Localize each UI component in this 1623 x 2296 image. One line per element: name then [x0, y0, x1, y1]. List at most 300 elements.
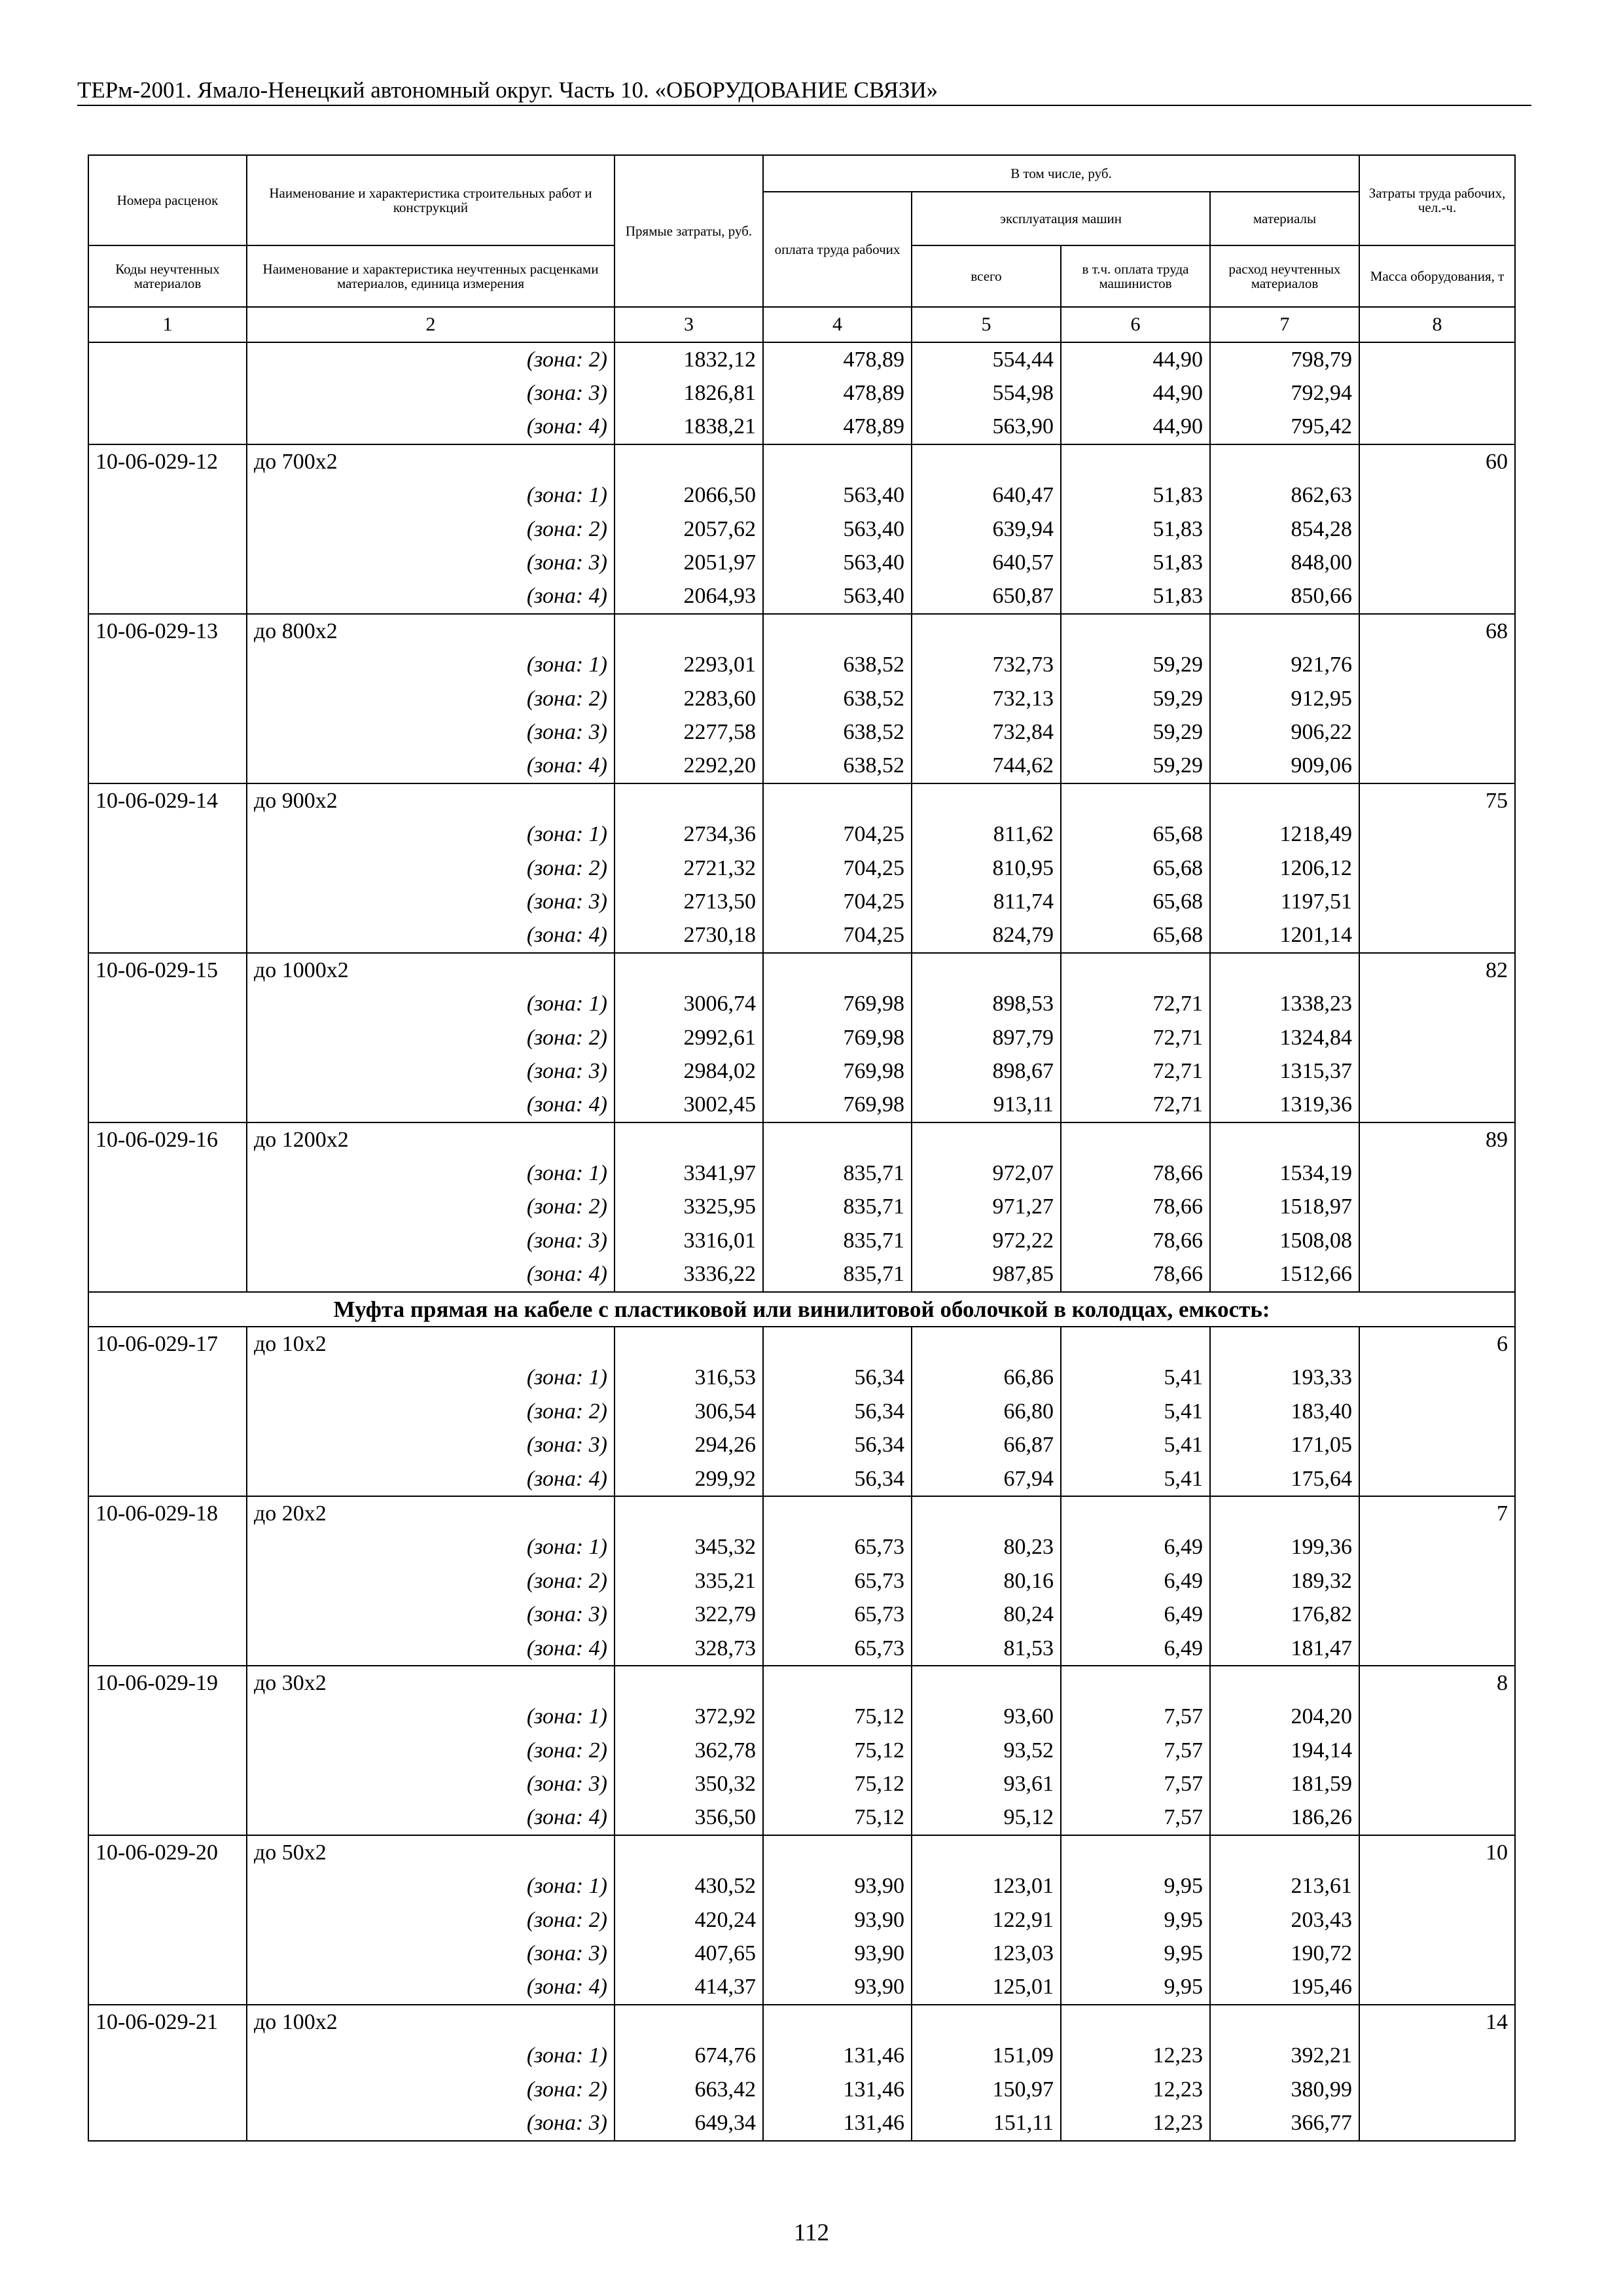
- worker-pay: 75,12: [763, 1700, 912, 1734]
- materials-cell: [1210, 1122, 1359, 1157]
- materials-cost: 366,77: [1210, 2106, 1359, 2140]
- rate-code-cell: [88, 1429, 247, 1462]
- materials-cost: 912,95: [1210, 682, 1359, 715]
- materials-cell: [1210, 1835, 1359, 1869]
- materials-cost: 380,99: [1210, 2073, 1359, 2106]
- worker-pay: 835,71: [763, 1258, 912, 1292]
- materials-cost: 199,36: [1210, 1531, 1359, 1564]
- rate-code-cell: [88, 580, 247, 614]
- rate-item-row: [88, 1122, 1515, 1157]
- machines-total: 150,97: [912, 2073, 1061, 2106]
- rate-code-cell: [88, 1258, 247, 1292]
- operator-pay: 72,71: [1061, 1021, 1210, 1054]
- labor-hours-cell: [1359, 1054, 1515, 1088]
- worker-pay: 835,71: [763, 1224, 912, 1257]
- rate-item-row: [88, 1327, 1515, 1361]
- zone-label: (зона: 4): [247, 1088, 615, 1122]
- rate-code-cell: [88, 1088, 247, 1122]
- rate-item-row: [88, 614, 1515, 648]
- labor-hours-cell: [1359, 1395, 1515, 1428]
- rate-name: до 1200х2: [247, 1122, 615, 1157]
- zone-label: (зона: 2): [247, 1021, 615, 1054]
- labor-hours-cell: [1359, 885, 1515, 918]
- worker-pay-cell: [763, 444, 912, 478]
- rate-code: 10-06-029-13: [88, 614, 247, 648]
- operator-pay: 9,95: [1061, 1937, 1210, 1970]
- labor-hours-cell: [1359, 342, 1515, 376]
- materials-cost: 1218,49: [1210, 817, 1359, 851]
- operator-pay: 59,29: [1061, 715, 1210, 749]
- operator-pay: 72,71: [1061, 1088, 1210, 1122]
- labor-hours-cell: [1359, 1903, 1515, 1937]
- operator-pay-cell: [1061, 953, 1210, 987]
- zone-row: [88, 1700, 1515, 1734]
- labor-hours-cell: [1359, 1462, 1515, 1496]
- zone-label: (зона: 4): [247, 410, 615, 444]
- zone-row: [88, 1054, 1515, 1088]
- direct-cost-cell: [615, 614, 763, 648]
- zone-label: (зона: 2): [247, 2073, 615, 2106]
- operator-pay-cell: [1061, 614, 1210, 648]
- direct-cost: 345,32: [615, 1531, 763, 1564]
- operator-pay: 7,57: [1061, 1801, 1210, 1835]
- rate-code-cell: [88, 649, 247, 682]
- labor-hours-cell: [1359, 1700, 1515, 1734]
- table-body: [88, 342, 1515, 2141]
- rate-code-cell: [88, 852, 247, 885]
- zone-row: [88, 1937, 1515, 1970]
- operator-pay: 51,83: [1061, 512, 1210, 546]
- operator-pay-cell: [1061, 2005, 1210, 2039]
- zone-row: [88, 2106, 1515, 2140]
- labor-hours-cell: [1359, 376, 1515, 410]
- operator-pay: 78,66: [1061, 1191, 1210, 1224]
- machines-total: 95,12: [912, 1801, 1061, 1835]
- direct-cost: 299,92: [615, 1462, 763, 1496]
- operator-pay: 44,90: [1061, 410, 1210, 444]
- zone-row: [88, 479, 1515, 512]
- operator-pay: 6,49: [1061, 1531, 1210, 1564]
- direct-cost: 316,53: [615, 1361, 763, 1395]
- direct-cost: 2713,50: [615, 885, 763, 918]
- zone-label: (зона: 1): [247, 1700, 615, 1734]
- machines-total: 554,44: [912, 342, 1061, 376]
- rate-code-cell: [88, 342, 247, 376]
- materials-cost: 792,94: [1210, 376, 1359, 410]
- worker-pay: 563,40: [763, 580, 912, 614]
- zone-row: [88, 1971, 1515, 2005]
- operator-pay: 5,41: [1061, 1395, 1210, 1428]
- rate-code-cell: [88, 410, 247, 444]
- column-number: 7: [1210, 307, 1359, 342]
- machines-total: 93,52: [912, 1734, 1061, 1767]
- header-materials: материалы: [1210, 192, 1359, 245]
- direct-cost: 328,73: [615, 1632, 763, 1666]
- materials-cost: 1518,97: [1210, 1191, 1359, 1224]
- rate-code-cell: [88, 2073, 247, 2106]
- machines-total: 987,85: [912, 1258, 1061, 1292]
- machines-total: 971,27: [912, 1191, 1061, 1224]
- page-header: ТЕРм-2001. Ямало-Ненецкий автономный округ. Часть 10. «ОБОРУДОВАНИЕ СВЯЗИ»: [77, 77, 938, 103]
- direct-cost: 3325,95: [615, 1191, 763, 1224]
- direct-cost: 1838,21: [615, 410, 763, 444]
- header-machine-operation: эксплуатация машин: [912, 192, 1210, 245]
- operator-pay: 12,23: [1061, 2039, 1210, 2073]
- labor-hours-cell: [1359, 580, 1515, 614]
- rate-item-row: [88, 783, 1515, 817]
- worker-pay: 131,46: [763, 2106, 912, 2140]
- materials-cost: 213,61: [1210, 1870, 1359, 1903]
- labor-hours-cell: [1359, 2106, 1515, 2140]
- materials-cost: 1319,36: [1210, 1088, 1359, 1122]
- worker-pay: 835,71: [763, 1157, 912, 1190]
- materials-cost: 921,76: [1210, 649, 1359, 682]
- zone-label: (зона: 2): [247, 342, 615, 376]
- materials-cost: 186,26: [1210, 1801, 1359, 1835]
- materials-cost: 798,79: [1210, 342, 1359, 376]
- zone-row: [88, 1021, 1515, 1054]
- header-labor-hours: Затраты труда рабочих, чел.-ч.: [1359, 155, 1515, 245]
- labor-hours-cell: [1359, 919, 1515, 953]
- zone-row: [88, 1801, 1515, 1835]
- direct-cost: 2064,93: [615, 580, 763, 614]
- zone-label: (зона: 1): [247, 649, 615, 682]
- rate-item-row: [88, 444, 1515, 478]
- operator-pay: 59,29: [1061, 649, 1210, 682]
- rate-code-cell: [88, 1462, 247, 1496]
- rate-name: до 20х2: [247, 1496, 615, 1530]
- rate-code-cell: [88, 1870, 247, 1903]
- worker-pay: 131,46: [763, 2073, 912, 2106]
- operator-pay: 5,41: [1061, 1429, 1210, 1462]
- zone-row: [88, 1531, 1515, 1564]
- rate-code-cell: [88, 817, 247, 851]
- direct-cost-cell: [615, 1122, 763, 1157]
- materials-cell: [1210, 2005, 1359, 2039]
- labor-hours-cell: [1359, 987, 1515, 1020]
- zone-label: (зона: 2): [247, 512, 615, 546]
- worker-pay: 93,90: [763, 1903, 912, 1937]
- materials-cell: [1210, 614, 1359, 648]
- worker-pay: 704,25: [763, 852, 912, 885]
- operator-pay-cell: [1061, 783, 1210, 817]
- zone-row: [88, 1734, 1515, 1767]
- operator-pay: 65,68: [1061, 919, 1210, 953]
- machines-total-cell: [912, 444, 1061, 478]
- materials-cell: [1210, 1666, 1359, 1700]
- zone-label: (зона: 1): [247, 2039, 615, 2073]
- rate-name: до 700х2: [247, 444, 615, 478]
- direct-cost: 2734,36: [615, 817, 763, 851]
- machines-total: 122,91: [912, 1903, 1061, 1937]
- machines-total: 898,67: [912, 1054, 1061, 1088]
- table-header: [88, 155, 1515, 342]
- direct-cost: 3006,74: [615, 987, 763, 1020]
- zone-row: [88, 749, 1515, 783]
- machines-total-cell: [912, 1666, 1061, 1700]
- materials-cost: 1512,66: [1210, 1258, 1359, 1292]
- zone-label: (зона: 4): [247, 749, 615, 783]
- section-title: Муфта прямая на кабеле с пластиковой или винилитовой оболочкой в колодцах, емкость:: [88, 1292, 1515, 1327]
- zone-row: [88, 376, 1515, 410]
- zone-label: (зона: 2): [247, 1903, 615, 1937]
- worker-pay: 56,34: [763, 1462, 912, 1496]
- worker-pay: 75,12: [763, 1801, 912, 1835]
- zone-label: (зона: 3): [247, 715, 615, 749]
- rate-code-cell: [88, 1903, 247, 1937]
- labor-hours: 89: [1359, 1122, 1515, 1157]
- rate-code-cell: [88, 1971, 247, 2005]
- zone-row: [88, 1224, 1515, 1257]
- worker-pay-cell: [763, 1496, 912, 1530]
- direct-cost: 322,79: [615, 1598, 763, 1631]
- machines-total: 151,11: [912, 2106, 1061, 2140]
- worker-pay: 638,52: [763, 649, 912, 682]
- rate-item-row: [88, 1835, 1515, 1869]
- direct-cost: 2051,97: [615, 546, 763, 579]
- labor-hours-cell: [1359, 1021, 1515, 1054]
- materials-cost: 181,47: [1210, 1632, 1359, 1666]
- operator-pay: 5,41: [1061, 1462, 1210, 1496]
- worker-pay-cell: [763, 2005, 912, 2039]
- zone-label: (зона: 3): [247, 885, 615, 918]
- labor-hours-cell: [1359, 749, 1515, 783]
- direct-cost: 3341,97: [615, 1157, 763, 1190]
- materials-cost: 183,40: [1210, 1395, 1359, 1428]
- machines-total: 554,98: [912, 376, 1061, 410]
- worker-pay: 93,90: [763, 1937, 912, 1970]
- zone-label: (зона: 3): [247, 1598, 615, 1631]
- worker-pay: 769,98: [763, 1088, 912, 1122]
- header-material-names: Наименование и характеристика неучтенных расценками материалов, единица измерения: [247, 245, 615, 307]
- labor-hours-cell: [1359, 1598, 1515, 1631]
- direct-cost-cell: [615, 1835, 763, 1869]
- operator-pay: 6,49: [1061, 1564, 1210, 1598]
- zone-label: (зона: 1): [247, 1157, 615, 1190]
- header-including: В том числе, руб.: [763, 155, 1359, 192]
- rate-code-cell: [88, 1157, 247, 1190]
- rate-code-cell: [88, 2039, 247, 2073]
- worker-pay: 75,12: [763, 1734, 912, 1767]
- rate-code-cell: [88, 1021, 247, 1054]
- operator-pay-cell: [1061, 1666, 1210, 1700]
- labor-hours-cell: [1359, 649, 1515, 682]
- labor-hours-cell: [1359, 1734, 1515, 1767]
- zone-label: (зона: 1): [247, 987, 615, 1020]
- worker-pay: 769,98: [763, 1021, 912, 1054]
- materials-cost: 392,21: [1210, 2039, 1359, 2073]
- column-number: 6: [1061, 307, 1210, 342]
- zone-label: (зона: 1): [247, 817, 615, 851]
- worker-pay-cell: [763, 1122, 912, 1157]
- materials-cost: 795,42: [1210, 410, 1359, 444]
- direct-cost: 1826,81: [615, 376, 763, 410]
- materials-cost: 189,32: [1210, 1564, 1359, 1598]
- labor-hours-cell: [1359, 1870, 1515, 1903]
- labor-hours-cell: [1359, 852, 1515, 885]
- machines-total: 563,90: [912, 410, 1061, 444]
- zone-row: [88, 580, 1515, 614]
- direct-cost: 2292,20: [615, 749, 763, 783]
- worker-pay: 478,89: [763, 376, 912, 410]
- materials-cost: 181,59: [1210, 1767, 1359, 1801]
- zone-row: [88, 1564, 1515, 1598]
- materials-cost: 203,43: [1210, 1903, 1359, 1937]
- worker-pay: 478,89: [763, 342, 912, 376]
- direct-cost-cell: [615, 2005, 763, 2039]
- operator-pay: 78,66: [1061, 1157, 1210, 1190]
- rate-code-cell: [88, 1801, 247, 1835]
- worker-pay: 769,98: [763, 1054, 912, 1088]
- machines-total: 732,13: [912, 682, 1061, 715]
- zone-row: [88, 715, 1515, 749]
- materials-cell: [1210, 444, 1359, 478]
- operator-pay: 9,95: [1061, 1971, 1210, 2005]
- direct-cost: 1832,12: [615, 342, 763, 376]
- operator-pay: 72,71: [1061, 1054, 1210, 1088]
- zone-row: [88, 546, 1515, 579]
- rate-item-row: [88, 2005, 1515, 2039]
- materials-cost: 1201,14: [1210, 919, 1359, 953]
- materials-cell: [1210, 1496, 1359, 1530]
- direct-cost: 2984,02: [615, 1054, 763, 1088]
- rate-code: 10-06-029-18: [88, 1496, 247, 1530]
- materials-cost: 1197,51: [1210, 885, 1359, 918]
- operator-pay: 51,83: [1061, 580, 1210, 614]
- rate-code-cell: [88, 1700, 247, 1734]
- rate-item-row: [88, 1666, 1515, 1700]
- zone-label: (зона: 3): [247, 376, 615, 410]
- labor-hours-cell: [1359, 1971, 1515, 2005]
- labor-hours: 60: [1359, 444, 1515, 478]
- direct-cost: 414,37: [615, 1971, 763, 2005]
- direct-cost: 649,34: [615, 2106, 763, 2140]
- worker-pay: 65,73: [763, 1632, 912, 1666]
- machines-total: 811,74: [912, 885, 1061, 918]
- direct-cost: 2293,01: [615, 649, 763, 682]
- direct-cost: 2277,58: [615, 715, 763, 749]
- worker-pay: 65,73: [763, 1564, 912, 1598]
- labor-hours: 8: [1359, 1666, 1515, 1700]
- direct-cost: 663,42: [615, 2073, 763, 2106]
- direct-cost-cell: [615, 1496, 763, 1530]
- header-equipment-mass: Масса оборудования, т: [1359, 245, 1515, 307]
- zone-row: [88, 1598, 1515, 1631]
- machines-total: 744,62: [912, 749, 1061, 783]
- rate-code-cell: [88, 919, 247, 953]
- header-material-codes: Коды неучтенных материалов: [88, 245, 247, 307]
- rate-code: 10-06-029-19: [88, 1666, 247, 1700]
- zone-row: [88, 2039, 1515, 2073]
- operator-pay: 44,90: [1061, 342, 1210, 376]
- materials-cost: 1338,23: [1210, 987, 1359, 1020]
- zone-row: [88, 987, 1515, 1020]
- direct-cost: 3316,01: [615, 1224, 763, 1257]
- zone-label: (зона: 4): [247, 1258, 615, 1292]
- labor-hours-cell: [1359, 1937, 1515, 1970]
- operator-pay: 6,49: [1061, 1598, 1210, 1631]
- materials-cost: 171,05: [1210, 1429, 1359, 1462]
- zone-label: (зона: 4): [247, 919, 615, 953]
- worker-pay: 56,34: [763, 1395, 912, 1428]
- labor-hours-cell: [1359, 1258, 1515, 1292]
- direct-cost: 3002,45: [615, 1088, 763, 1122]
- rate-code-cell: [88, 1395, 247, 1428]
- rates-table: [88, 154, 1516, 2142]
- labor-hours-cell: [1359, 546, 1515, 579]
- worker-pay: 638,52: [763, 682, 912, 715]
- rate-name: до 50х2: [247, 1835, 615, 1869]
- rate-code-cell: [88, 1564, 247, 1598]
- worker-pay: 563,40: [763, 546, 912, 579]
- worker-pay-cell: [763, 614, 912, 648]
- labor-hours-cell: [1359, 1632, 1515, 1666]
- worker-pay: 56,34: [763, 1429, 912, 1462]
- labor-hours: 7: [1359, 1496, 1515, 1530]
- materials-cost: 1206,12: [1210, 852, 1359, 885]
- materials-cost: 854,28: [1210, 512, 1359, 546]
- rate-code: 10-06-029-16: [88, 1122, 247, 1157]
- rate-name: до 10х2: [247, 1327, 615, 1361]
- column-numbers-row: [88, 307, 1515, 342]
- operator-pay: 12,23: [1061, 2106, 1210, 2140]
- rate-code-cell: [88, 885, 247, 918]
- operator-pay: 59,29: [1061, 749, 1210, 783]
- machines-total: 93,61: [912, 1767, 1061, 1801]
- materials-cost: 194,14: [1210, 1734, 1359, 1767]
- operator-pay: 78,66: [1061, 1224, 1210, 1257]
- header-work-name: Наименование и характеристика строительных работ и конструкций: [247, 155, 615, 245]
- worker-pay: 563,40: [763, 512, 912, 546]
- labor-hours-cell: [1359, 410, 1515, 444]
- operator-pay: 65,68: [1061, 852, 1210, 885]
- zone-label: (зона: 1): [247, 1531, 615, 1564]
- zone-label: (зона: 2): [247, 1734, 615, 1767]
- machines-total-cell: [912, 1835, 1061, 1869]
- machines-total-cell: [912, 1327, 1061, 1361]
- zone-row: [88, 1258, 1515, 1292]
- labor-hours-cell: [1359, 2039, 1515, 2073]
- direct-cost: 407,65: [615, 1937, 763, 1970]
- section-row: [88, 1292, 1515, 1327]
- labor-hours-cell: [1359, 1429, 1515, 1462]
- header-machines-total: всего: [912, 245, 1061, 307]
- column-number: 4: [763, 307, 912, 342]
- zone-row: [88, 1191, 1515, 1224]
- labor-hours-cell: [1359, 1564, 1515, 1598]
- labor-hours-cell: [1359, 479, 1515, 512]
- rate-name: до 1000х2: [247, 953, 615, 987]
- operator-pay: 9,95: [1061, 1870, 1210, 1903]
- zone-label: (зона: 3): [247, 546, 615, 579]
- zone-row: [88, 2073, 1515, 2106]
- worker-pay: 75,12: [763, 1767, 912, 1801]
- operator-pay-cell: [1061, 1327, 1210, 1361]
- operator-pay: 7,57: [1061, 1700, 1210, 1734]
- direct-cost: 3336,22: [615, 1258, 763, 1292]
- materials-cost: 909,06: [1210, 749, 1359, 783]
- zone-label: (зона: 1): [247, 1361, 615, 1395]
- rate-item-row: [88, 1496, 1515, 1530]
- machines-total: 125,01: [912, 1971, 1061, 2005]
- machines-total-cell: [912, 614, 1061, 648]
- machines-total: 123,01: [912, 1870, 1061, 1903]
- rate-code-cell: [88, 376, 247, 410]
- direct-cost-cell: [615, 1666, 763, 1700]
- worker-pay: 93,90: [763, 1971, 912, 2005]
- labor-hours: 14: [1359, 2005, 1515, 2039]
- header-rule: [77, 105, 1531, 106]
